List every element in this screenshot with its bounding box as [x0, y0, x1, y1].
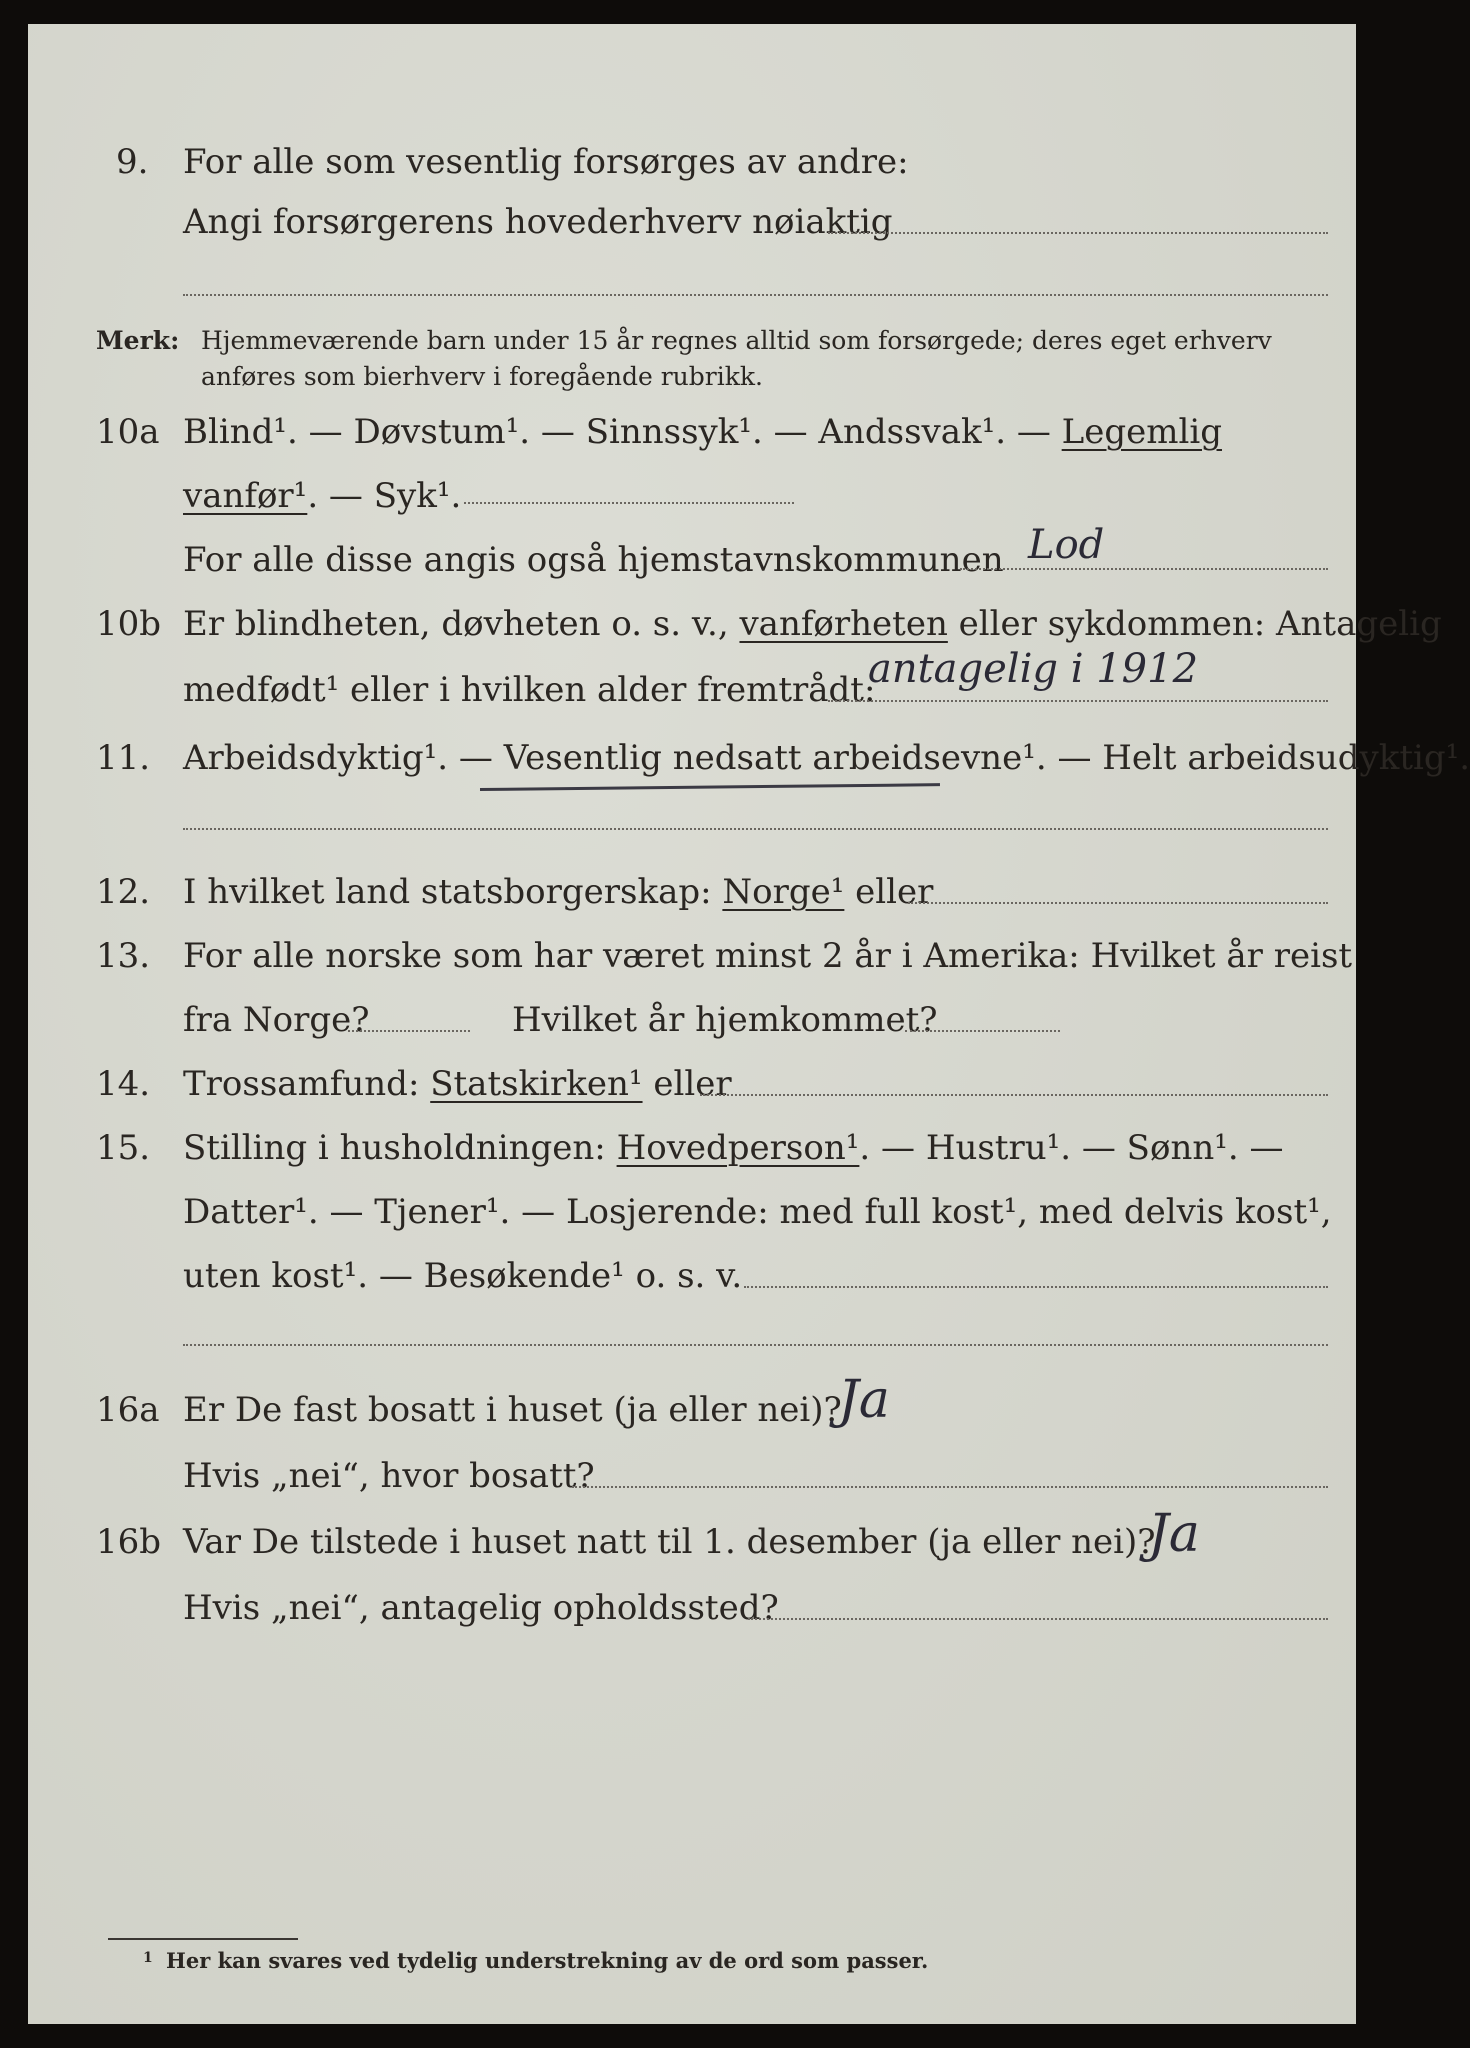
q15-extra-line[interactable]: [183, 1344, 1328, 1346]
q14-line1: [183, 1064, 732, 1104]
q11-text-b: . — Helt arbeidsudyktig¹.: [1035, 738, 1470, 778]
q14-text: Trossamfund:: [183, 1064, 431, 1104]
q11-extra-line[interactable]: [183, 828, 1328, 830]
merk-line2: anføres som bierhverv i foregående rubrikk.: [201, 362, 763, 391]
q12-norge-underlined: Norge¹: [722, 872, 845, 912]
q10b-text-a: Er blindheten, døvheten o. s. v.,: [183, 604, 740, 644]
census-form-page: [28, 24, 1470, 2024]
q13-number: 13.: [96, 936, 151, 976]
q11-line1: [183, 738, 1470, 778]
q15-answer-line[interactable]: [744, 1286, 1328, 1288]
q15-text-b: . — Hustru¹. — Sønn¹. —: [859, 1128, 1284, 1168]
q10b-line1: [183, 604, 1442, 644]
q11-number: 11.: [96, 738, 151, 778]
q15-number: 15.: [96, 1128, 151, 1168]
footnote-mark: 1: [143, 1950, 153, 1966]
q13-line2b: Hvilket år hjemkommet?: [512, 1000, 938, 1040]
footnote-rule: [108, 1938, 298, 1940]
q10b-text-b: eller sykdommen: Antagelig: [947, 604, 1442, 644]
q15-hovedperson-underlined: Hovedperson¹: [616, 1128, 860, 1168]
q16a-line2: Hvis „nei“, hvor bosatt?: [183, 1456, 595, 1496]
q16b-number: 16b: [96, 1522, 162, 1562]
q16b-line2: Hvis „nei“, antagelig opholdssted?: [183, 1588, 779, 1628]
q12-eller: eller: [844, 872, 934, 912]
q10b-answer-line[interactable]: [828, 700, 1328, 702]
q11-vesentlig: Vesentlig nedsatt arbeidsevne¹: [503, 738, 1036, 778]
q10a-number: 10a: [96, 412, 160, 452]
q12-line1: [183, 872, 933, 912]
q9-line1: For alle som vesentlig forsørges av andre:: [183, 142, 909, 182]
q10a-options: Blind¹. — Døvstum¹. — Sinnssyk¹. — Andssvak¹. —: [183, 412, 1062, 452]
q14-statskirken-underlined: Statskirken¹: [430, 1064, 643, 1104]
q13-hjemkommet-line[interactable]: [905, 1030, 1060, 1032]
q10a-line3: For alle disse angis også hjemstavnskommunen: [183, 540, 1004, 580]
q14-answer-line[interactable]: [700, 1094, 1328, 1096]
q10a-line2: [183, 476, 461, 516]
q10a-answer-handwriting: Lod: [1028, 522, 1105, 568]
q10a-syk: . — Syk¹.: [307, 476, 462, 516]
q16a-number: 16a: [96, 1390, 160, 1430]
q10b-vanforheten-underlined: vanførheten: [739, 604, 948, 644]
q16b-answer-line[interactable]: [748, 1618, 1328, 1620]
merk-label: Merk:: [96, 326, 180, 355]
q15-line3: uten kost¹. — Besøkende¹ o. s. v.: [183, 1256, 743, 1296]
q14-eller: eller: [642, 1064, 732, 1104]
q12-answer-line[interactable]: [908, 902, 1328, 904]
q9-answer-line[interactable]: [828, 232, 1328, 234]
q15-line2: Datter¹. — Tjener¹. — Losjerende: med full kost¹, med delvis kost¹,: [183, 1192, 1332, 1232]
q9-extra-line[interactable]: [183, 294, 1328, 296]
q11-handwritten-underline: [480, 783, 940, 791]
q16a-answer-line[interactable]: [572, 1486, 1328, 1488]
q15-text-a: Stilling i husholdningen:: [183, 1128, 617, 1168]
q13-line1: For alle norske som har været minst 2 år i Amerika: Hvilket år reist: [183, 936, 1353, 976]
q16a-line1: Er De fast bosatt i huset (ja eller nei)?: [183, 1390, 842, 1430]
q15-line1: [183, 1128, 1283, 1168]
q9-number: 9.: [116, 142, 149, 182]
q12-number: 12.: [96, 872, 151, 912]
q13-reist-line[interactable]: [348, 1030, 470, 1032]
q13-line2a: fra Norge?: [183, 1000, 370, 1040]
footnote-text: Her kan svares ved tydelig understrekning av de ord som passer.: [166, 1948, 929, 1973]
merk-line1: Hjemmeværende barn under 15 år regnes alltid som forsørgede; deres eget erhverv: [201, 326, 1272, 355]
q10b-line2: medfødt¹ eller i hvilken alder fremtrådt:: [183, 670, 876, 710]
q16b-answer-handwriting: Ja: [1148, 1504, 1200, 1564]
q10a-syk-line[interactable]: [464, 502, 794, 504]
q10b-answer-handwriting: antagelig i 1912: [868, 646, 1199, 692]
q10a-legemlig-underlined: Legemlig: [1061, 412, 1222, 452]
q11-text-a: Arbeidsdyktig¹. —: [183, 738, 504, 778]
q10a-kommune-line[interactable]: [960, 568, 1328, 570]
q10a-line1: [183, 412, 1222, 452]
q12-text: I hvilket land statsborgerskap:: [183, 872, 723, 912]
q10b-number: 10b: [96, 604, 162, 644]
q10a-vanfor-underlined: vanfør¹: [183, 476, 308, 516]
q16b-line1: Var De tilstede i huset natt til 1. desember (ja eller nei)?: [183, 1522, 1156, 1562]
q9-line2: Angi forsørgerens hovederhverv nøiaktig: [183, 202, 893, 242]
q14-number: 14.: [96, 1064, 151, 1104]
q16a-answer-handwriting: Ja: [838, 1370, 890, 1430]
